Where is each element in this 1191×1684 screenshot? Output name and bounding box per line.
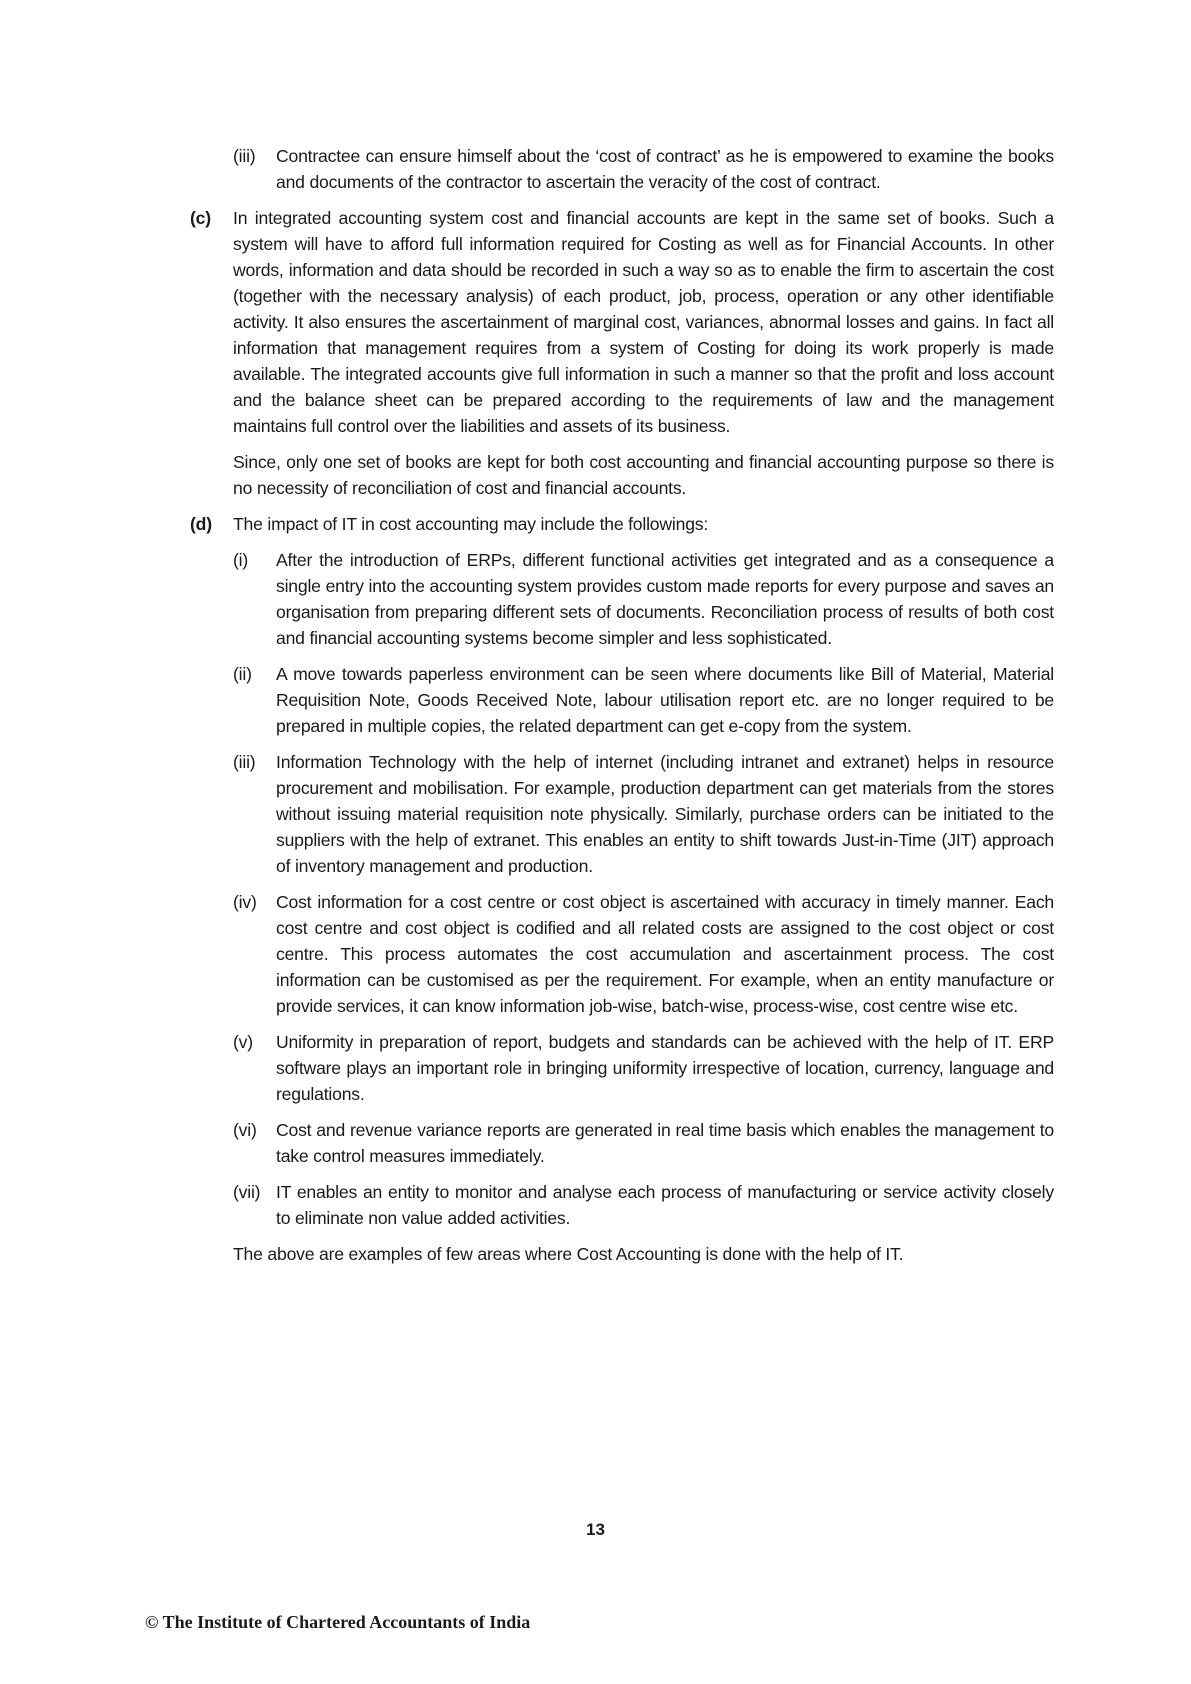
item-label: (vi)	[233, 1120, 257, 1140]
item-text: Contractee can ensure himself about the ‘cost of contract’ as he is empowered to examine the books and documents of the contractor to ascertain the veracity of the cost of contract.	[276, 146, 1054, 192]
list-item	[233, 749, 1054, 879]
item-label: (iii)	[233, 146, 256, 166]
list-item	[233, 143, 1054, 195]
page-content	[190, 143, 1054, 1267]
item-label: (iii)	[233, 752, 256, 772]
item-text: Uniformity in preparation of report, budgets and standards can be achieved with the help of IT. ERP software plays an important role in bringing uniformity irrespective of location, currency, language and regulations.	[276, 1032, 1054, 1104]
item-text: Information Technology with the help of internet (including intranet and extranet) helps in resource procurement and mobilisation. For example, production department can get materials from the stores without issuing material requisition note physically. Similarly, purchase orders can be initiated to the suppliers with the help of extranet. This enables an entity to shift towards Just-in-Time (JIT) approach of inventory management and production.	[276, 752, 1054, 876]
section-d-intro: The impact of IT in cost accounting may include the followings:	[233, 514, 709, 534]
list-item	[233, 1179, 1054, 1231]
item-label: (iv)	[233, 892, 257, 912]
item-label: (vii)	[233, 1182, 261, 1202]
copyright-footer: © The Institute of Chartered Accountants of India	[145, 1612, 531, 1632]
section-c-paragraph-1: In integrated accounting system cost and financial accounts are kept in the same set of books. Such a system will have to afford full information required for Costing as well as for Financial Accounts. In other words, information and data should be recorded in such a way so as to enable the firm to ascertain the cost (together with the necessary analysis) of each product, job, process, operation or any other identifiable activity. It also ensures the ascertainment of marginal cost, variances, abnormal losses and gains. In fact all information that management requires from a system of Costing for doing its work properly is made available. The integrated accounts give full information in such a manner so that the profit and loss account and the balance sheet can be prepared according to the requirements of law and the management maintains full control over the liabilities and assets of its business.	[233, 208, 1054, 436]
item-label: (ii)	[233, 664, 252, 684]
item-text: Cost information for a cost centre or cost object is ascertained with accuracy in timely manner. Each cost centre and cost object is codified and all related costs are assigned to the cost object or cost centre. This process automates the cost accumulation and ascertainment process. The cost information can be customised as per the requirement. For example, when an entity manufacture or provide services, it can know information job-wise, batch-wise, process-wise, cost centre wise etc.	[276, 892, 1054, 1016]
section-label: (d)	[190, 514, 212, 534]
item-text: A move towards paperless environment can be seen where documents like Bill of Material, Material Requisition Note, Goods Received Note, labour utilisation report etc. are no longer required to be prepared in multiple copies, the related department can get e-copy from the system.	[276, 664, 1054, 736]
item-text: After the introduction of ERPs, different functional activities get integrated and as a consequence a single entry into the accounting system provides custom made reports for every purpose and saves an organisation from preparing different sets of documents. Reconciliation process of results of both cost and financial accounting systems become simpler and less sophisticated.	[276, 550, 1054, 648]
section-c-paragraph-2: Since, only one set of books are kept for both cost accounting and financial accounting purpose so there is no necessity of reconciliation of cost and financial accounts.	[233, 452, 1054, 498]
item-label: (v)	[233, 1032, 253, 1052]
section-label: (c)	[190, 208, 211, 228]
section-c	[190, 205, 1054, 439]
list-item	[233, 547, 1054, 651]
section-d	[190, 511, 1054, 537]
list-item	[233, 661, 1054, 739]
section-c-paragraph-2-row	[233, 449, 1054, 501]
item-text: IT enables an entity to monitor and analyse each process of manufacturing or service activity closely to eliminate non value added activities.	[276, 1182, 1054, 1228]
item-label: (i)	[233, 550, 249, 570]
list-item	[233, 1117, 1054, 1169]
list-item	[233, 1029, 1054, 1107]
section-d-closing: The above are examples of few areas where Cost Accounting is done with the help of IT.	[233, 1244, 904, 1264]
list-item	[233, 889, 1054, 1019]
item-text: Cost and revenue variance reports are generated in real time basis which enables the management to take control measures immediately.	[276, 1120, 1054, 1166]
section-d-closing-row	[233, 1241, 1054, 1267]
page-number: 13	[586, 1520, 605, 1539]
